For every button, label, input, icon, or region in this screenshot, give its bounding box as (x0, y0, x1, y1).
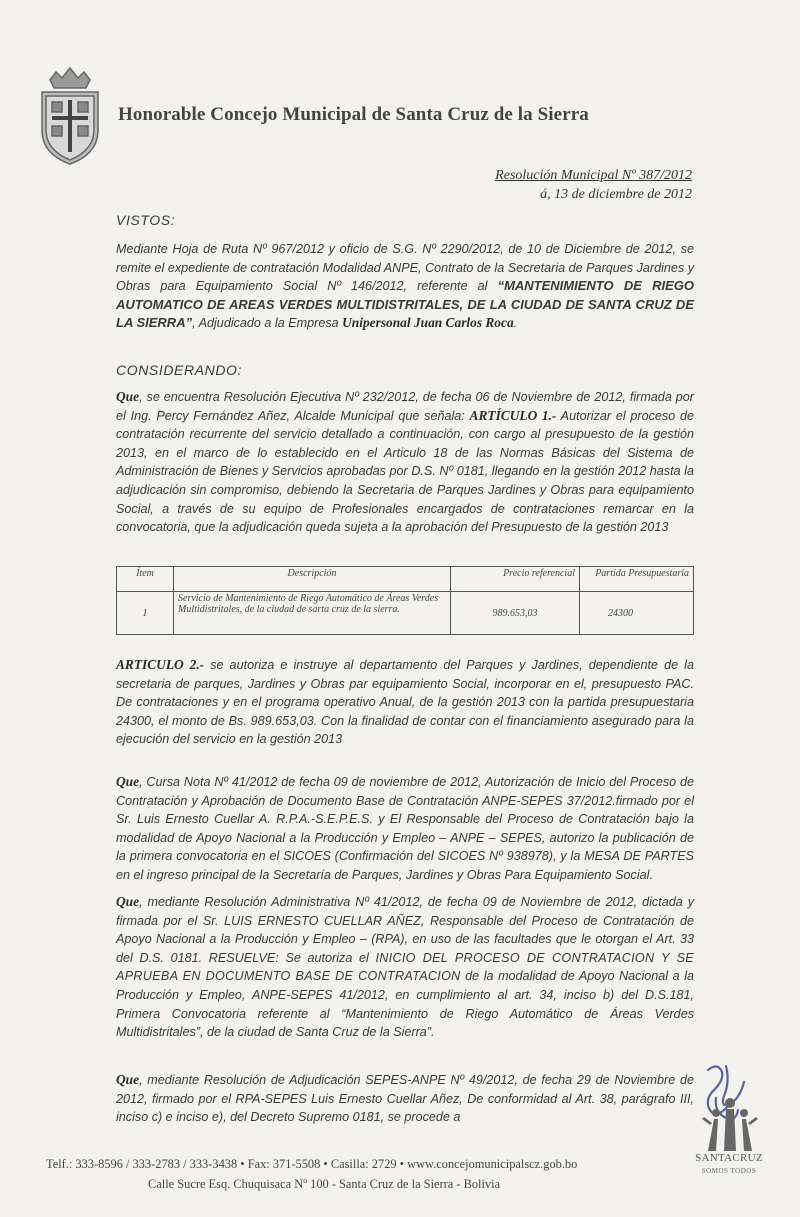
table-cell-partida: 24300 (580, 592, 694, 635)
resolution-date: á, 13 de diciembre de 2012 (540, 187, 692, 202)
logo-subtitle: SOMOS TODOS (701, 1167, 757, 1175)
p4-text-3: de la modalidad de Apoyo Nacional a la Producción y Empleo, ANPE-SEPES 41/2012, en cumplimiento al art. 34, inciso b) del D.S.181, Primera Convocatoria referente al “Mantenimiento de Riego Automático de Áreas Verdes Multidistritales”, de la ciudad de Santa Cruz de la Sierra”. (116, 969, 694, 1040)
considerando-paragraph-4 (116, 893, 694, 1042)
que-label: Que (116, 389, 140, 404)
que-label: Que (116, 894, 140, 909)
footer-contact: Telf.: 333-8596 / 333-2783 / 333-3438 • Fax: 371-5508 • Casilla: 2729 • www.concejomunicipalscz.gob.bo (46, 1157, 578, 1171)
vistos-text-3: , Adjudicado a la Empresa (192, 316, 343, 331)
p3-text: , Cursa Nota Nº 41/2012 de fecha 09 de noviembre de 2012, Autorización de Inicio del Proceso de Contratación y Aprobación de Documento Base de Contratación ANPE-SEPES 37/2012.firmado por el Sr. Luis Ernesto Cuellar A. R.P.A.-S.E.P.E.S. y El Responsable del Proceso de Contratación bajo la modalidad de Apoyo Nacional a la Producción y Empleo – ANPE – SEPES, autorizo la publicación de la primera convocatoria en el SICOES (Confirmación del SICOES Nº 938978), y la MESA DE PARTES en el ingreso principal de la Secretaría de Parques, Jardines y Obras Para Equipamiento Social. (116, 775, 694, 882)
table-header-cell: Partida Presupuestaria (580, 567, 694, 592)
table-header-cell: Descripción (174, 567, 451, 592)
resolution-number: Resolución Municipal Nº 387/2012 (495, 168, 692, 183)
considerando-paragraph-3 (116, 773, 694, 885)
articulo-2-paragraph (116, 656, 694, 749)
vistos-text-1: Mediante Hoja de Ruta Nº 967/2012 y oficio de S.G. Nº 2290/2012, de 10 de Diciembre de 2012, se remite el expediente de contratación Modalidad ANPE, Contrato de la Secretaria de Parques Jardines y Obras para Equipamiento Social Nº 146/2012, referente al (116, 242, 694, 294)
vistos-project-title: “MANTENIMIENTO DE RIEGO AUTOMATICO DE AREAS VERDES MULTIDISTRITALES, DE LA CIUDAD DE SANTA CRUZ DE LA SIERRA” (116, 278, 694, 331)
p5-text: , mediante Resolución de Adjudicación SEPES-ANPE Nº 49/2012, de fecha 29 de Noviembre de 2012, firmado por el RPA-SEPES Luis Ernesto Cuellar Añez, De conformidad al Art. 38, parágrafo III, inciso c) e inciso e), del Decreto Supremo 0181, se procede a (116, 1073, 694, 1125)
table-header-cell: Precio referencial (451, 567, 580, 592)
budget-table (116, 566, 694, 635)
table-cell-price: 989.653,03 (451, 592, 580, 635)
p1-text-2: Autorizar el proceso de contratación recurrente del servicio detallado a continuación, con cargo al presupuesto de la gestión 2013, en el marco de lo establecido en el Articulo 18 de las Normas Básicas del Sistema de Administración de Bienes y Servicios aprobadas por D.S. Nº 0181, llegando en la gestión 2012 hasta la adjudicación sin compromiso, debiendo la Secretaria de Parques Jardines y Obras para equipamiento Social, a través de su equipo de Profesionales encargados de contrataciones remarcar en la convocatoria, que la adjudicación queda sujeta a la aprobación del Presupuesto de la gestión 2013 (116, 408, 694, 535)
vistos-text-5: . (513, 316, 518, 331)
articulo-1-label: ARTÍCULO 1.- (469, 407, 557, 423)
table-row (117, 592, 694, 635)
table-cell-item: 1 (117, 592, 174, 635)
coat-of-arms-icon (36, 62, 104, 170)
que-label: Que (116, 774, 140, 789)
articulo-2-text: se autoriza e instruye al departamento del Parques y Jardines, dependiente de la secretaria de parques, Jardines y Obras par equipamiento Social, incorporar en el, presupuesto PAC. De contrataciones y en el programa operativo Anual, de la gestión 2013 con la partida presupuestaria 24300, el monto de Bs. 989.653,03. Con la finalidad de contar con el financiamiento asegurado para la ejecución del servicio en la gestión 2013 (116, 658, 694, 747)
santa-cruz-logo-icon (700, 1095, 760, 1151)
table-cell-description: Servicio de Mantenimiento de Riego Automático de Áreas Verdes Multidistritales, de la ciudad de sarta cruz de la sierra. (174, 592, 451, 635)
considerando-paragraph-1 (116, 388, 694, 537)
page-title: Honorable Concejo Municipal de Santa Cruz de la Sierra (118, 104, 589, 125)
vistos-paragraph (116, 240, 694, 333)
que-label: Que (116, 1072, 140, 1087)
articulo-2-label: ARTICULO 2.- (116, 657, 205, 672)
vistos-heading: VISTOS: (116, 212, 176, 228)
considerando-paragraph-5 (116, 1071, 694, 1127)
footer-address: Calle Sucre Esq. Chuquisaca Nº 100 - Santa Cruz de la Sierra - Bolivia (148, 1177, 501, 1191)
table-header-row (117, 567, 694, 592)
p4-text-2: INICIO DEL PROCESO DE CONTRATACION Y SE APRUEBA EN DOCUMENTO BASE DE CONTRATACION (116, 950, 694, 984)
p4-text-1: , mediante Resolución Administrativa Nº 41/2012, de fecha 09 de Noviembre de 2012, dictada y firmada por el Sr. LUIS ERNESTO CUELLAR AÑEZ, Responsable del Proceso de Contratación de Apoyo Nacional a la Producción y Empleo – (RPA), en uso de las facultades que le otorgan el Art. 33 del D.S. 0181. RESUELVE: Se autoriza el (116, 895, 694, 965)
p1-text-1: , se encuentra Resolución Ejecutiva Nº 232/2012, de fecha 06 de Noviembre de 2012, firmada por el Ing. Percy Fernández Añez, Alcalde Municipal que señala: (116, 390, 694, 423)
logo-title: SANTACRUZ (695, 1152, 763, 1164)
table-header-cell: Ítem (117, 567, 174, 592)
vistos-company: Unipersonal Juan Carlos Roca (342, 315, 514, 331)
considerando-heading: CONSIDERANDO: (116, 362, 243, 378)
